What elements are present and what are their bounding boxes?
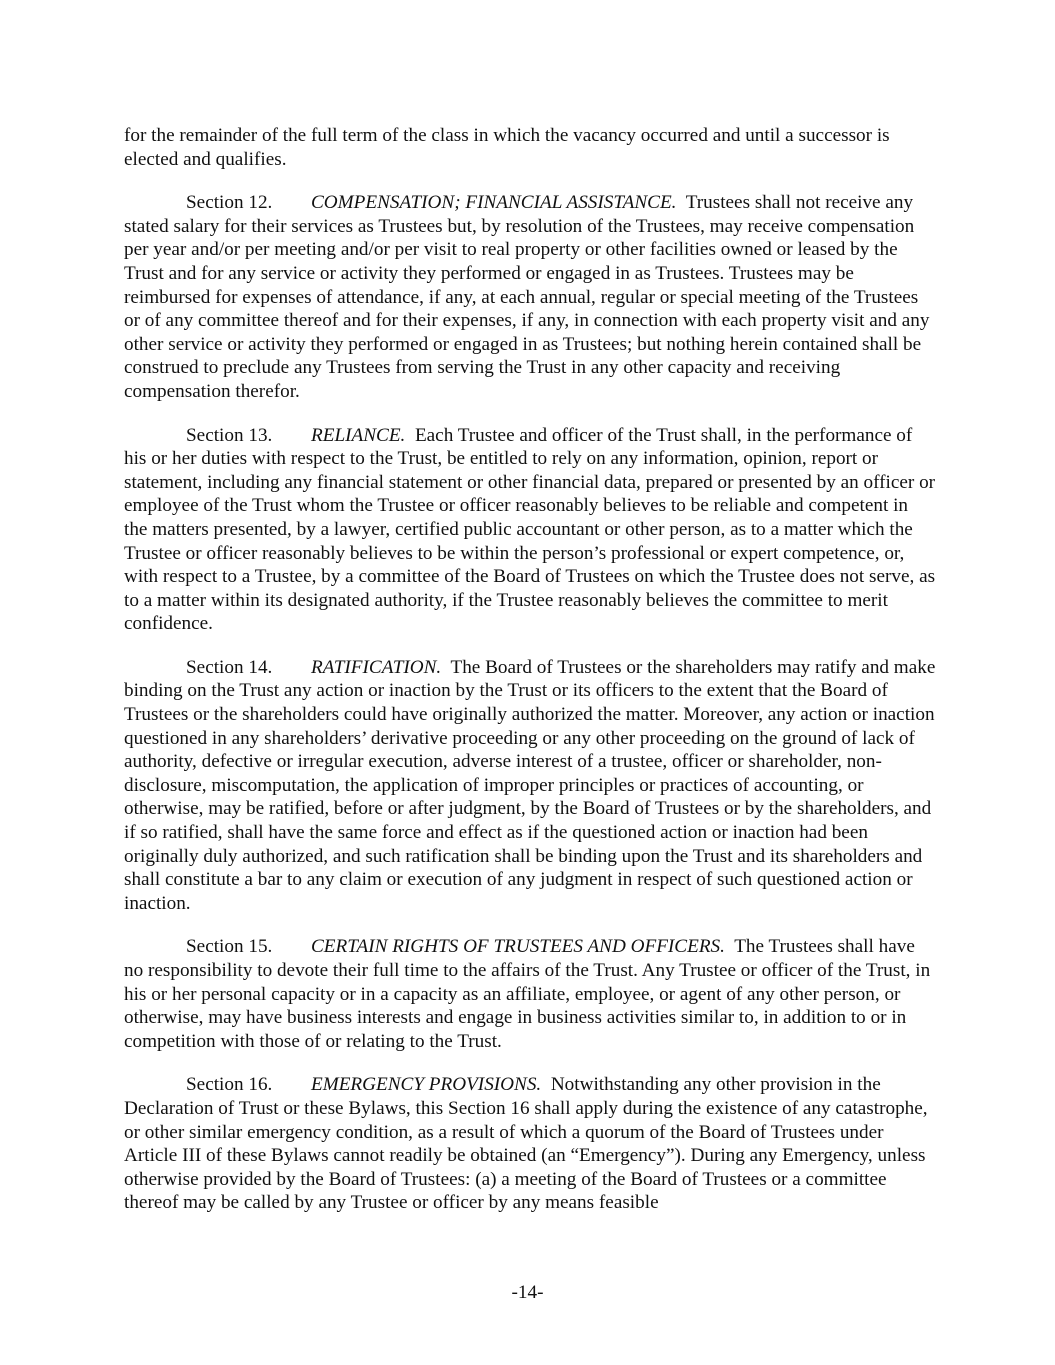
section-13-body: Each Trustee and officer of the Trust shall, in the performance of his or her duties with respect to the Trust, be entitled to rely on any information, opinion, report or statement, including any financial statement or other financial data, prepared or presented by an officer or employee of the Trust whom the Trustee or officer reasonably believes to be reliable and competent in the matters presented, by a lawyer, certified public accountant or other person, as to a matter which the Trustee or officer reasonably believes to be within the person’s professional or expert competence, or, with respect to a Trustee, by a committee of the Board of Trustees on which the Trustee does not serve, as to a matter within its designated authority, if the Trustee reasonably believes the committee to merit confidence. [124, 424, 936, 635]
section-12-title: COMPENSATION; FINANCIAL ASSISTANCE. [311, 192, 677, 214]
section-13-label: Section 13. [186, 424, 273, 446]
section-16-title: EMERGENCY PROVISIONS. [311, 1074, 542, 1096]
section-14-label: Section 14. [186, 656, 273, 678]
section-12-paragraph [124, 191, 936, 403]
section-13-paragraph [124, 424, 936, 636]
section-15-title: CERTAIN RIGHTS OF TRUSTEES AND OFFICERS. [311, 936, 725, 958]
section-16-body: Notwithstanding any other provision in the Declaration of Trust or these Bylaws, this Section 16 shall apply during the existence of any catastrophe, or other similar emergency condition, as a result of which a quorum of the Board of Trustees under Article III of these Bylaws cannot readily be obtained (an “Emergency”). During any Emergency, unless otherwise provided by the Board of Trustees: (a) a meeting of the Board of Trustees or a committee thereof may be called by any Trustee or officer by any means feasible [124, 1074, 928, 1214]
section-12-label: Section 12. [186, 192, 273, 214]
section-16-label: Section 16. [186, 1074, 273, 1096]
section-14-title: RATIFICATION. [311, 656, 442, 678]
section-13-title: RELIANCE. [311, 424, 406, 446]
section-14-body: The Board of Trustees or the shareholders may ratify and make binding on the Trust any action or inaction by the Trust or its officers to the extent that the Board of Trustees or the shareholders could have originally authorized the matter. Moreover, any action or inaction questioned in any shareholders’ derivative proceeding or any other proceeding on the ground of lack of authority, defective or irregular execution, adverse interest of a trustee, officer or shareholder, non-disclosure, miscomputation, the application of improper principles or practices of accounting, or otherwise, may be ratified, before or after judgment, by the Board of Trustees or by the shareholders, and if so ratified, shall have the same force and effect as if the questioned action or inaction had been originally duly authorized, and such ratification shall be binding upon the Trust and its shareholders and shall constitute a bar to any claim or execution of any judgment in respect of such questioned action or inaction. [124, 656, 936, 914]
continuation-paragraph: for the remainder of the full term of the class in which the vacancy occurred and until a successor is elected and qualifies. [124, 125, 890, 170]
page-number: -14- [511, 1282, 544, 1303]
section-15-body: The Trustees shall have no responsibility to devote their full time to the affairs of the Trust. Any Trustee or officer of the Trust, in his or her personal capacity or in a capacity as an affiliate, employee, or agent of any other person, or otherwise, may have business interests and engage in business activities similar to, in addition to or in competition with those of or relating to the Trust. [124, 936, 931, 1052]
section-16-paragraph [124, 1073, 936, 1215]
section-12-body: Trustees shall not receive any stated salary for their services as Trustees but, by resolution of the Trustees, may receive compensation per year and/or per meeting and/or per visit to real property or other facilities owned or leased by the Trust and for any service or activity they performed or engaged in as Trustees. Trustees may be reimbursed for expenses of attendance, if any, at each annual, regular or special meeting of the Trustees or of any committee thereof and for their expenses, if any, in connection with each property visit and any other service or activity they performed or engaged in as Trustees; but nothing herein contained shall be construed to preclude any Trustees from serving the Trust in any other capacity and receiving compensation therefor. [124, 192, 930, 402]
section-15-paragraph [124, 935, 936, 1053]
section-14-paragraph [124, 656, 936, 916]
section-15-label: Section 15. [186, 936, 273, 958]
document-page [124, 124, 936, 1235]
